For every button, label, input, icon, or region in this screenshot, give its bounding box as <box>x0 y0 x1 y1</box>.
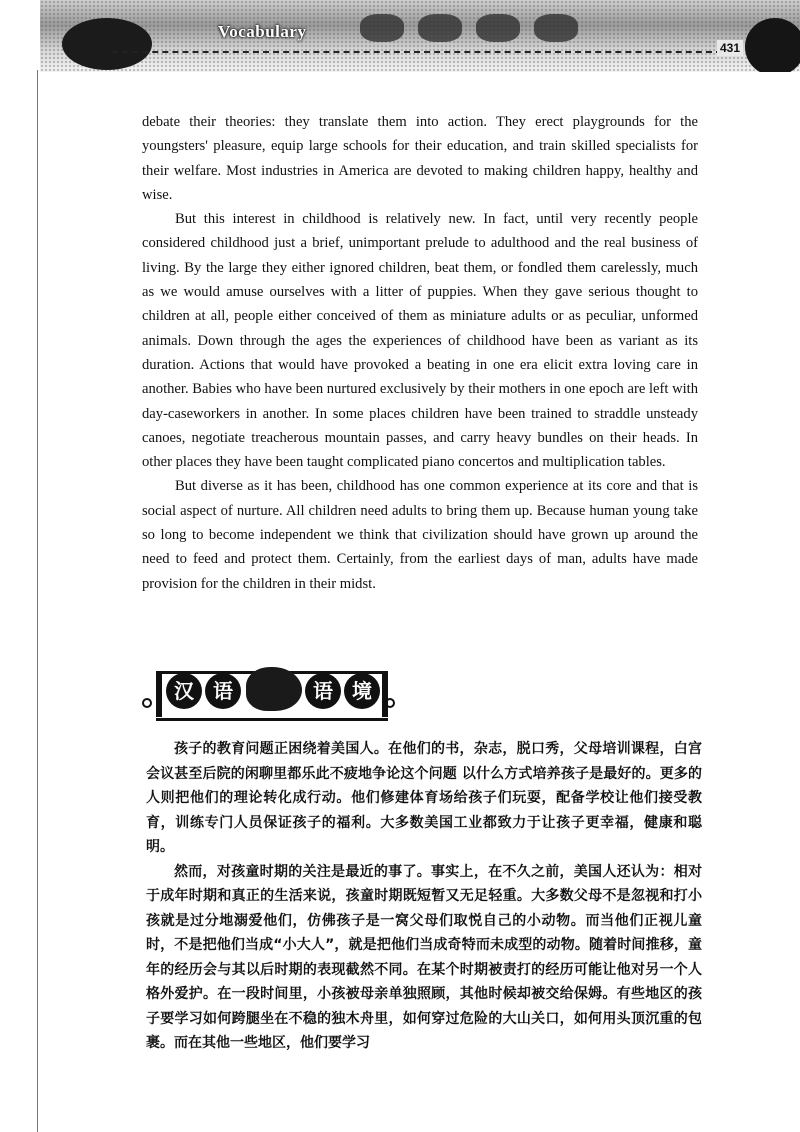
chinese-passage <box>146 737 702 1056</box>
header-ornament-blobs <box>360 14 592 47</box>
page-header <box>40 0 800 72</box>
banner-char-2: 语 <box>205 673 241 709</box>
english-passage <box>142 110 698 596</box>
english-paragraph-3: But diverse as it has been, childhood has one common experience at its core and that is social aspect of nurture. All children need adults to bring them up. Because human young take so long to become independent we think that civilization should have grown up around the need to feed and protect them. Certainly, from the earliest days of man, adults have made provision for the children in their midst. <box>142 478 698 592</box>
header-ornament-right <box>745 18 800 72</box>
banner-char-4: 境 <box>344 673 380 709</box>
english-paragraph-1: debate their theories: they translate them into action. They erect playgrounds for the youngsters' pleasure, equip large schools for their education, and train skilled specialists for their welfare. Most industries in America are devoted to making children happy, healthy and wise. <box>142 114 698 203</box>
english-paragraph-2: But this interest in childhood is relatively new. In fact, until very recently people considered childhood just a brief, unimportant prelude to adulthood and the real business of living. By the large they either ignored children, beat them, or fondled them carelessly, much as we would amuse ourselves with a litter of puppies. When they gave serious thought to children at all, people either conceived of them as miniature adults or as peculiar, unformed animals. Down through the ages the experiences of childhood have been as variant as its duration. Actions that would have provoked a beating in one era elicit extra loving care in another. Babies who have been nurtured exclusively by their mothers in one epoch are left with day-caseworkers in another. In some places children have been trained to straddle unsteady canoes, negotiate treacherous mountain passes, and carry heavy bundles on their heads. In other places they have been taught complicated piano concertos and multiplication tables. <box>142 211 699 471</box>
header-dashed-rule <box>112 51 722 53</box>
ornament-blob <box>534 14 578 42</box>
section-banner-chinese-context <box>142 665 442 725</box>
page-gutter-line <box>37 70 38 1132</box>
header-section-label: Vocabulary <box>218 22 307 41</box>
ornament-blob <box>476 14 520 42</box>
chinese-paragraph-1: 孩子的教育问题正困绕着美国人。在他们的书，杂志，脱口秀，父母培训课程，白宫会议甚至后院的闲聊里都乐此不疲地争论这个问题 以什么方式培养孩子是最好的。更多的人则把他们的理论转化成行动。他们修建体育场给孩子们玩耍，配备学校让他们接受教育，训练专门人员保证孩子的福利。大多数美国工业都致力于让孩子更幸福，健康和聪明。 <box>146 741 702 855</box>
ornament-blob <box>360 14 404 42</box>
ornament-blob <box>418 14 462 42</box>
banner-ink-splash <box>246 667 302 711</box>
banner-ring-left <box>142 698 152 708</box>
page-number: 431 <box>717 40 743 56</box>
chinese-paragraph-2: 然而，对孩童时期的关注是最近的事了。事实上，在不久之前，美国人还认为：相对于成年时期和真正的生活来说，孩童时期既短暂又无足轻重。大多数父母不是忽视和打小孩就是过分地溺爱他们，仿佛孩子是一窝父母们取悦自己的小动物。而当他们正视儿童时，不是把他们当成“小大人”，就是把他们当成奇特而未成型的动物。随着时间推移，童年的经历会与其以后时期的表现截然不同。在某个时期被责打的经历可能让他对另一个人格外爱护。在一段时间里，小孩被母亲单独照顾，其他时候却被交给保姆。有些地区的孩子要学习如何跨腿坐在不稳的独木舟里，如何穿过危险的大山关口，如何用头顶沉重的包裹。而在其他一些地区，他们要学习 <box>146 863 702 1051</box>
banner-ring-right <box>385 698 395 708</box>
header-ornament-left <box>62 18 152 70</box>
banner-char-1: 汉 <box>166 673 202 709</box>
banner-char-3: 语 <box>305 673 341 709</box>
